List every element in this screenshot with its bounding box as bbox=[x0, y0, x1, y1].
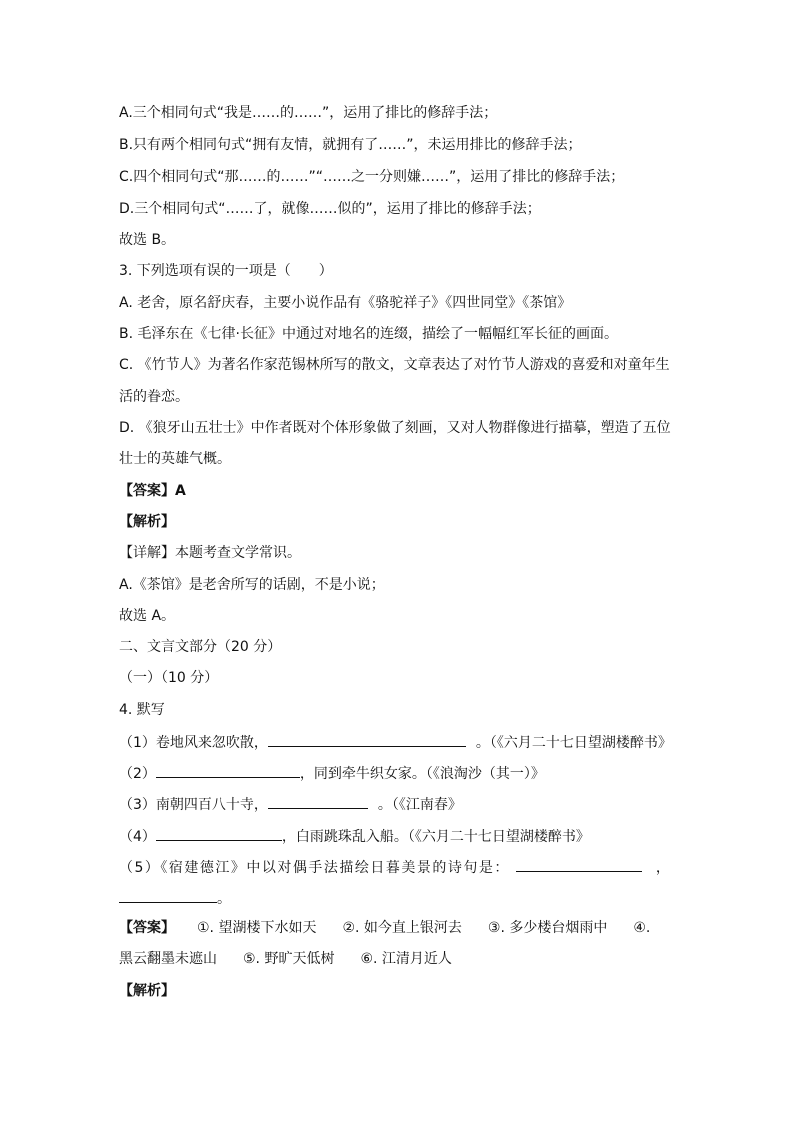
q3-option-c-line2: 活的眷恋。 bbox=[119, 389, 189, 405]
q3-option-d-line1: D. 《狼牙山五壮士》中作者既对个体形象做了刻画，又对人物群像进行描摹，塑造了五位 bbox=[119, 420, 671, 436]
q4-answer-1: ①. 望湖楼下水如天 bbox=[197, 920, 317, 936]
q3-conclusion: 故选 A。 bbox=[119, 608, 176, 624]
fill-item-4-suffix: ，白雨跳珠乱入船。（《六月二十七日望湖楼醉书》 bbox=[281, 829, 590, 845]
section-2-heading: 二、文言文部分（20 分） bbox=[119, 639, 282, 655]
option-c-analysis: C.四个相同句式“那……的……”“……之一分则嫌……”，运用了排比的修辞手法； bbox=[119, 169, 625, 185]
fill-item-4-prefix: （4） bbox=[119, 829, 156, 845]
fill-item-5-cont bbox=[119, 888, 231, 908]
q4-answer-4: 黑云翻墨未遮山 bbox=[119, 951, 217, 967]
fill-item-2-prefix: （2） bbox=[119, 766, 156, 782]
fill-blank-3[interactable] bbox=[268, 794, 368, 809]
question-3-title: 3. 下列选项有误的一项是（ ） bbox=[119, 263, 333, 279]
option-a-analysis: A.三个相同句式“我是……的……”，运用了排比的修辞手法； bbox=[119, 105, 498, 121]
option-b-analysis: B.只有两个相同句式“拥有友情，就拥有了……”，未运用排比的修辞手法； bbox=[119, 137, 582, 153]
fill-item-5 bbox=[119, 857, 671, 877]
fill-item-1 bbox=[119, 732, 672, 752]
fill-blank-5b[interactable] bbox=[119, 888, 217, 903]
fill-item-5-prefix: （5）《宿建德江》中以对偶手法描绘日暮美景的诗句是： bbox=[119, 860, 510, 876]
q4-answer-5: ⑤. 野旷天低树 bbox=[243, 951, 335, 967]
fill-item-4 bbox=[119, 826, 590, 846]
q3-option-b: B. 毛泽东在《七律·长征》中通过对地名的连缀，描绘了一幅幅红军长征的画面。 bbox=[119, 326, 618, 342]
q3-option-d-line2: 壮士的英雄气概。 bbox=[119, 451, 231, 467]
q3-option-c-line1: C. 《竹节人》为著名作家范锡林所写的散文，文章表达了对竹节人游戏的喜爱和对童年生 bbox=[119, 357, 670, 373]
fill-blank-4[interactable] bbox=[156, 826, 282, 841]
fill-item-3-prefix: （3）南朝四百八十寺， bbox=[119, 797, 268, 813]
q4-answer-4-num: ④. bbox=[633, 920, 651, 936]
fill-item-5-end: 。 bbox=[217, 891, 231, 907]
fill-blank-1[interactable] bbox=[268, 732, 466, 747]
q4-answer-line2 bbox=[119, 950, 452, 968]
q3-detail-a: A.《茶馆》是老舍所写的话剧，不是小说； bbox=[119, 577, 385, 593]
fill-item-3-suffix: 。（《江南春》 bbox=[377, 797, 462, 813]
q3-analysis-label: 【解析】 bbox=[119, 514, 175, 530]
q3-option-a: A. 老舍，原名舒庆春，主要小说作品有《骆驼祥子》《四世同堂》《茶馆》 bbox=[119, 295, 572, 311]
fill-blank-5a[interactable] bbox=[516, 857, 642, 872]
q3-detail: 【详解】本题考查文学常识。 bbox=[119, 545, 301, 561]
fill-item-1-prefix: （1）卷地风来忽吹散， bbox=[119, 735, 268, 751]
q4-answer-2: ②. 如今直上银河去 bbox=[342, 920, 462, 936]
q4-analysis-label: 【解析】 bbox=[119, 983, 175, 999]
conclusion-line: 故选 B。 bbox=[119, 232, 176, 248]
fill-item-3 bbox=[119, 794, 462, 814]
subsection-1-heading: （一）（10 分） bbox=[119, 670, 219, 686]
fill-item-2-suffix: ，同到牵牛织女家。（《浪淘沙（其一）》 bbox=[299, 766, 545, 782]
q4-answer-6: ⑥. 江清月近人 bbox=[360, 951, 452, 967]
q4-answer-line1 bbox=[119, 919, 650, 937]
fill-item-5-comma: ， bbox=[655, 860, 672, 876]
q4-answer-3: ③. 多少楼台烟雨中 bbox=[487, 920, 608, 936]
fill-item-1-suffix: 。（《六月二十七日望湖楼醉书》 bbox=[475, 735, 672, 751]
option-d-analysis: D.三个相同句式“……了，就像……似的”，运用了排比的修辞手法； bbox=[119, 201, 541, 217]
question-4-title: 4. 默写 bbox=[119, 702, 165, 718]
q4-answer-label: 【答案】 bbox=[119, 920, 175, 936]
q3-answer: 【答案】A bbox=[119, 483, 186, 499]
fill-item-2 bbox=[119, 763, 545, 783]
fill-blank-2[interactable] bbox=[156, 763, 300, 778]
